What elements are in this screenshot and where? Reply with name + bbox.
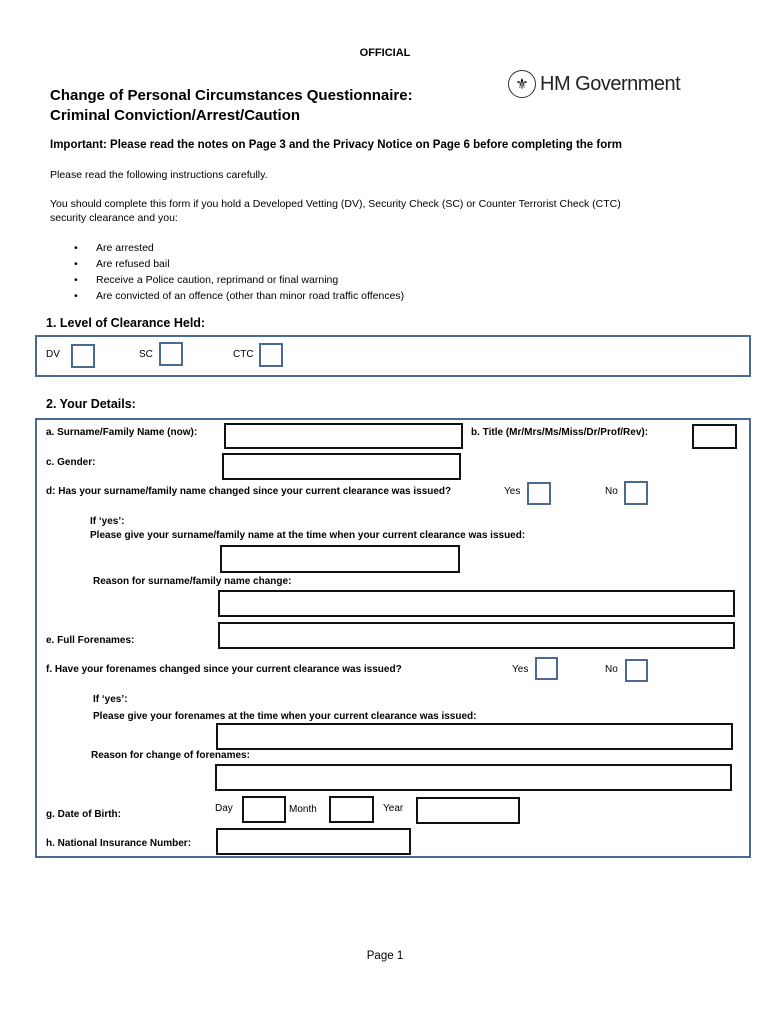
surname-changed-yes-label: Yes (504, 486, 521, 497)
ni-number-label: h. National Insurance Number: (46, 838, 192, 849)
instructions-read: Please read the following instructions carefully. (50, 169, 268, 181)
dob-day-field[interactable] (242, 796, 286, 823)
dv-label: DV (46, 349, 60, 360)
ni-number-field[interactable] (216, 828, 411, 855)
ctc-checkbox[interactable] (259, 343, 283, 367)
dob-month-field[interactable] (329, 796, 374, 823)
surname-changed-yes-checkbox[interactable] (527, 482, 551, 505)
list-item: • Are refused bail (50, 256, 404, 272)
surname-change-reason-field[interactable] (218, 590, 735, 617)
gender-field[interactable] (222, 453, 461, 480)
section1-heading: 1. Level of Clearance Held: (46, 316, 206, 330)
form-title-line2: Criminal Conviction/Arrest/Caution (50, 107, 301, 124)
previous-surname-field[interactable] (220, 545, 460, 573)
forenames-change-reason-field[interactable] (215, 764, 732, 791)
forenames-changed-yes-label: Yes (512, 664, 529, 675)
dob-month-label: Month (289, 804, 317, 815)
dob-label: g. Date of Birth: (46, 809, 121, 820)
previous-forenames-field[interactable] (216, 723, 733, 750)
previous-forenames-label: Please give your forenames at the time when your current clearance was issued: (93, 711, 477, 722)
logo-text: HM Government (540, 72, 681, 95)
list-item: • Are convicted of an offence (other than minor road traffic offences) (50, 288, 404, 304)
hm-government-logo (508, 70, 680, 98)
form-title (50, 86, 413, 126)
crest-icon: ⚜ (508, 70, 536, 98)
section2-heading: 2. Your Details: (46, 397, 136, 411)
sc-checkbox[interactable] (159, 342, 183, 366)
list-item: • Receive a Police caution, reprimand or final warning (50, 272, 404, 288)
dob-year-field[interactable] (416, 797, 520, 824)
surname-label: a. Surname/Family Name (now): (46, 427, 198, 438)
surname-changed-question: d: Has your surname/family name changed since your current clearance was issued? (46, 486, 452, 497)
surname-if-yes-label: If ‘yes’: (90, 516, 125, 527)
surname-change-reason-label: Reason for surname/family name change: (93, 576, 292, 587)
instructions-complete-line2: security clearance and you: (50, 212, 178, 224)
gender-label: c. Gender: (46, 457, 96, 468)
form-title-line1: Change of Personal Circumstances Questionnaire: (50, 87, 413, 104)
previous-surname-label: Please give your surname/family name at the time when your current clearance was issued: (90, 530, 526, 541)
dob-day-label: Day (215, 803, 233, 814)
forenames-changed-question: f. Have your forenames changed since your current clearance was issued? (46, 664, 402, 675)
forenames-changed-yes-checkbox[interactable] (535, 657, 558, 680)
title-field[interactable] (692, 424, 737, 449)
forenames-change-reason-label: Reason for change of forenames: (91, 750, 250, 761)
forenames-label: e. Full Forenames: (46, 635, 135, 646)
instructions-complete (50, 197, 621, 225)
title-label: b. Title (Mr/Mrs/Ms/Miss/Dr/Prof/Rev): (471, 427, 649, 438)
surname-field[interactable] (224, 423, 463, 449)
sc-label: SC (139, 349, 153, 360)
instructions-complete-line1: You should complete this form if you hold a Developed Vetting (DV), Security Check (SC) or Counter Terrorist Check (CTC) (50, 198, 621, 210)
dv-checkbox[interactable] (71, 344, 95, 368)
page-number: Page 1 (366, 950, 404, 962)
surname-changed-no-label: No (605, 486, 618, 497)
forenames-changed-no-checkbox[interactable] (625, 659, 648, 682)
forenames-changed-no-label: No (605, 664, 618, 675)
dob-year-label: Year (383, 803, 404, 814)
forenames-if-yes-label: If ‘yes’: (93, 694, 128, 705)
surname-changed-no-checkbox[interactable] (624, 481, 648, 505)
classification-label: OFFICIAL (359, 47, 411, 59)
forenames-field[interactable] (218, 622, 735, 649)
list-item: • Are arrested (50, 240, 404, 256)
circumstances-list (50, 240, 404, 304)
important-notice: Important: Please read the notes on Page 3 and the Privacy Notice on Page 6 before completing the form (50, 139, 622, 151)
ctc-label: CTC (233, 349, 254, 360)
